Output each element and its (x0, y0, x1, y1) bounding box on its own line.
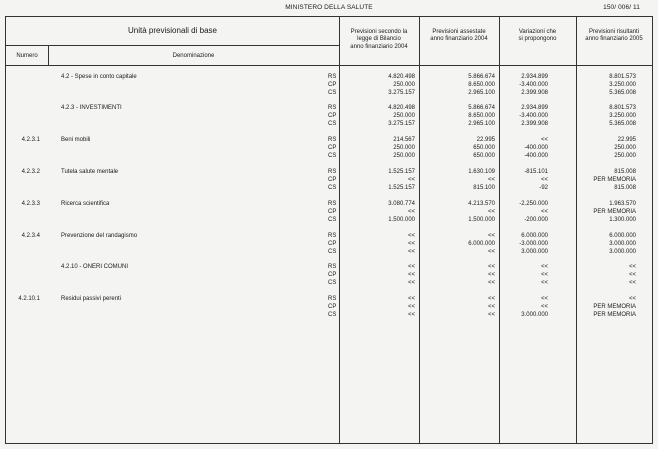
value-c2: << (487, 177, 495, 183)
header-denominazione: Denominazione (172, 53, 215, 59)
value-c1: 250.000 (393, 145, 415, 151)
value-c3: 3.000.000 (521, 249, 548, 255)
value-c2: << (487, 272, 495, 278)
value-c3: 2.934.899 (521, 105, 548, 111)
value-c4: 8.801.573 (609, 105, 636, 111)
value-c4: 5.365.008 (609, 121, 636, 127)
value-c3: 6.000.000 (521, 233, 548, 239)
col-divider (419, 17, 420, 443)
row-type-code: RS (328, 233, 337, 239)
row-type-code: CP (328, 177, 337, 183)
value-c2: 8.650.000 (468, 113, 495, 119)
value-c4: 3.000.000 (609, 249, 636, 255)
value-c2: 815.100 (473, 185, 495, 191)
value-c1: << (407, 233, 415, 239)
value-c2: 6.000.000 (468, 241, 495, 247)
row-type-code: CP (328, 145, 337, 151)
header-unita: Unità previsionali di base (128, 26, 217, 35)
value-c4: << (628, 272, 636, 278)
value-c3: << (540, 264, 548, 270)
value-c4: 8.801.573 (609, 74, 636, 80)
value-c1: 4.820.498 (388, 105, 415, 111)
value-c4: 5.365.008 (609, 90, 636, 96)
row-type-code: CP (328, 82, 337, 88)
value-c2: << (487, 233, 495, 239)
row-type-code: CP (328, 241, 337, 247)
row-denominazione: Prevenzione del randagismo (61, 233, 138, 239)
value-c1: 250.000 (393, 82, 415, 88)
value-c1: << (407, 304, 415, 310)
row-type-code: RS (328, 105, 337, 111)
value-c2: << (487, 312, 495, 318)
value-c4: PER MEMORIA (593, 209, 636, 215)
value-c4: 3.250.000 (609, 113, 636, 119)
row-type-code: RS (328, 74, 337, 80)
value-c4: 6.000.000 (609, 233, 636, 239)
value-c2: 22.995 (476, 137, 495, 143)
row-denominazione: Tutela salute mentale (61, 169, 119, 175)
value-c2: 650.000 (473, 153, 495, 159)
header-variazioni: Variazioni che si propongono (518, 29, 557, 43)
row-type-code: CS (328, 249, 337, 255)
value-c4: 1.963.570 (609, 201, 636, 207)
row-type-code: CP (328, 113, 337, 119)
value-c2: 1.630.109 (468, 169, 495, 175)
value-c3: -815.101 (524, 169, 548, 175)
row-number: 4.2.3.3 (21, 201, 40, 207)
value-c1: 3.080.774 (388, 201, 415, 207)
value-c2: 1.500.000 (468, 217, 495, 223)
row-type-code: CS (328, 121, 337, 127)
value-c2: 5.866.674 (468, 105, 495, 111)
row-divider (6, 45, 339, 46)
value-c1: 1.525.157 (388, 185, 415, 191)
value-c4: 1.300.000 (609, 217, 636, 223)
header-bottom-line (6, 65, 652, 66)
value-c2: << (487, 249, 495, 255)
header-numero: Numero (16, 53, 38, 59)
header-previsioni-assestate: Previsioni assestate anno finanziario 2004 (430, 29, 488, 43)
value-c4: 815.008 (614, 185, 636, 191)
row-type-code: RS (328, 264, 337, 270)
document-title: MINISTERO DELLA SALUTE (285, 4, 373, 11)
value-c4: << (628, 296, 636, 302)
value-c1: << (407, 264, 415, 270)
value-c3: << (540, 272, 548, 278)
value-c3: -200.000 (524, 217, 548, 223)
value-c1: << (407, 280, 415, 286)
value-c2: << (487, 209, 495, 215)
value-c3: -400.000 (524, 145, 548, 151)
row-type-code: RS (328, 201, 337, 207)
value-c2: << (487, 296, 495, 302)
row-type-code: CS (328, 217, 337, 223)
value-c4: PER MEMORIA (593, 304, 636, 310)
value-c3: -92 (539, 185, 548, 191)
row-number: 4.2.3.1 (21, 137, 40, 143)
value-c2: << (487, 280, 495, 286)
value-c4: 3.000.000 (609, 241, 636, 247)
value-c2: 2.965.100 (468, 90, 495, 96)
value-c1: << (407, 296, 415, 302)
value-c4: 22.995 (617, 137, 636, 143)
row-number: 4.2.10.1 (18, 296, 40, 302)
header-previsioni-risultanti: Previsioni risultanti anno finanziario 2005 (585, 29, 643, 43)
value-c3: -3.400.000 (519, 113, 548, 119)
value-c1: << (407, 312, 415, 318)
value-c3: << (540, 280, 548, 286)
value-c3: -3.400.000 (519, 82, 548, 88)
value-c4: 250.000 (614, 145, 636, 151)
row-denominazione: 4.2.3 - INVESTIMENTI (61, 105, 122, 111)
value-c3: << (540, 209, 548, 215)
row-type-code: CP (328, 209, 337, 215)
row-type-code: CS (328, 90, 337, 96)
value-c3: << (540, 296, 548, 302)
value-c4: PER MEMORIA (593, 312, 636, 318)
value-c3: 2.934.899 (521, 74, 548, 80)
header-previsioni-bilancio: Previsioni secondo la legge di Bilancio anno finanziario 2004 (350, 29, 408, 50)
value-c1: 3.275.157 (388, 90, 415, 96)
value-c1: << (407, 177, 415, 183)
value-c3: << (540, 304, 548, 310)
value-c4: 815.008 (614, 169, 636, 175)
value-c2: << (487, 304, 495, 310)
row-denominazione: 4.2 - Spese in conto capitale (61, 74, 137, 80)
col-divider (339, 17, 340, 443)
value-c3: 3.000.000 (521, 312, 548, 318)
value-c1: 250.000 (393, 113, 415, 119)
value-c3: -400.000 (524, 153, 548, 159)
row-type-code: RS (328, 169, 337, 175)
row-type-code: CS (328, 153, 337, 159)
value-c2: 5.866.674 (468, 74, 495, 80)
value-c1: << (407, 249, 415, 255)
col-divider (499, 17, 500, 443)
value-c3: 2.399.908 (521, 121, 548, 127)
row-denominazione: Residui passivi perenti (61, 296, 122, 302)
row-denominazione: Beni mobili (61, 137, 91, 143)
value-c1: << (407, 241, 415, 247)
row-type-code: CS (328, 312, 337, 318)
value-c1: 3.275.157 (388, 121, 415, 127)
value-c1: 1.500.000 (388, 217, 415, 223)
value-c4: << (628, 280, 636, 286)
value-c3: 2.399.908 (521, 90, 548, 96)
value-c1: 250.000 (393, 153, 415, 159)
budget-table (5, 16, 653, 444)
value-c3: -3.000.000 (519, 241, 548, 247)
value-c2: 8.650.000 (468, 82, 495, 88)
row-denominazione: Ricerca scientifica (61, 201, 110, 207)
row-type-code: CS (328, 280, 337, 286)
value-c2: << (487, 264, 495, 270)
value-c1: 1.525.157 (388, 169, 415, 175)
value-c3: << (540, 177, 548, 183)
value-c1: 214.567 (393, 137, 415, 143)
row-type-code: CP (328, 304, 337, 310)
row-denominazione: 4.2.10 - ONERI COMUNI (61, 264, 129, 270)
row-type-code: RS (328, 137, 337, 143)
value-c4: << (628, 264, 636, 270)
value-c2: 2.965.100 (468, 121, 495, 127)
value-c2: 650.000 (473, 145, 495, 151)
value-c4: 3.250.000 (609, 82, 636, 88)
row-number: 4.2.3.2 (21, 169, 40, 175)
value-c1: << (407, 272, 415, 278)
value-c1: 4.820.498 (388, 74, 415, 80)
row-type-code: CP (328, 272, 337, 278)
page-number: 150/ 006/ 11 (603, 4, 640, 11)
value-c2: 4.213.570 (468, 201, 495, 207)
row-type-code: RS (328, 296, 337, 302)
row-number: 4.2.3.4 (21, 233, 40, 239)
value-c4: PER MEMORIA (593, 177, 636, 183)
row-type-code: CS (328, 185, 337, 191)
value-c3: -2.250.000 (519, 201, 548, 207)
col-divider (576, 17, 577, 443)
value-c4: 250.000 (614, 153, 636, 159)
value-c3: << (540, 137, 548, 143)
value-c1: << (407, 209, 415, 215)
